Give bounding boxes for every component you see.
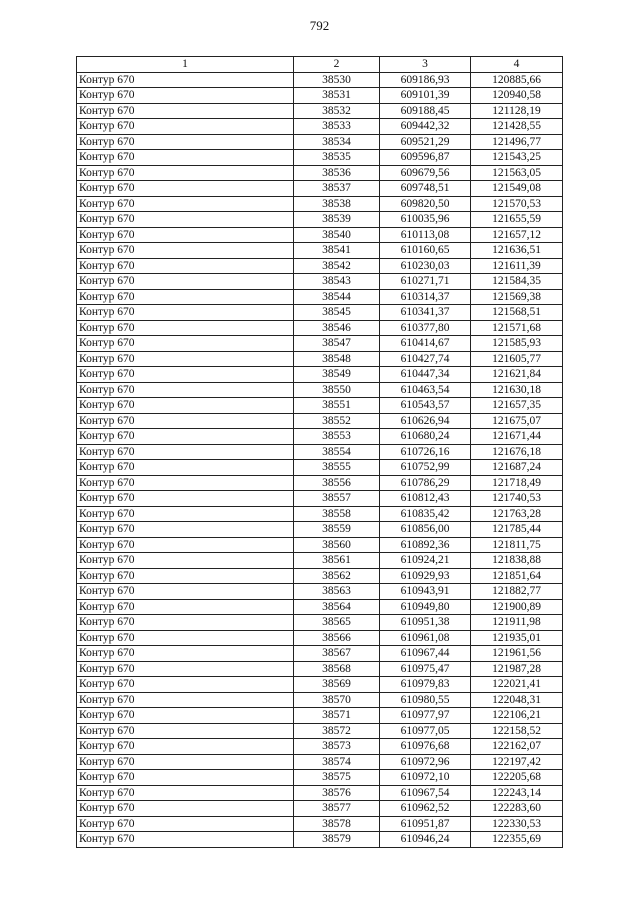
y-coordinate-cell: 122205,68 — [471, 770, 563, 786]
point-number-cell: 38534 — [294, 134, 380, 150]
point-number-cell: 38560 — [294, 537, 380, 553]
point-number-cell: 38530 — [294, 72, 380, 88]
y-coordinate-cell: 121851,64 — [471, 568, 563, 584]
y-coordinate-cell: 121811,75 — [471, 537, 563, 553]
table-row — [77, 258, 563, 274]
point-number-cell: 38540 — [294, 227, 380, 243]
point-number-cell: 38557 — [294, 491, 380, 507]
table-row — [77, 413, 563, 429]
y-coordinate-cell: 121630,18 — [471, 382, 563, 398]
contour-name-cell: Контур 670 — [77, 444, 294, 460]
y-coordinate-cell: 121605,77 — [471, 351, 563, 367]
contour-name-cell: Контур 670 — [77, 770, 294, 786]
table-row — [77, 227, 563, 243]
contour-name-cell: Контур 670 — [77, 119, 294, 135]
y-coordinate-cell: 121563,05 — [471, 165, 563, 181]
table-row — [77, 367, 563, 383]
y-coordinate-cell: 121676,18 — [471, 444, 563, 460]
y-coordinate-cell: 121543,25 — [471, 150, 563, 166]
contour-name-cell: Контур 670 — [77, 150, 294, 166]
contour-name-cell: Контур 670 — [77, 258, 294, 274]
y-coordinate-cell: 121496,77 — [471, 134, 563, 150]
point-number-cell: 38578 — [294, 816, 380, 832]
contour-name-cell: Контур 670 — [77, 692, 294, 708]
x-coordinate-cell: 610680,24 — [380, 429, 471, 445]
contour-name-cell: Контур 670 — [77, 599, 294, 615]
y-coordinate-cell: 121763,28 — [471, 506, 563, 522]
x-coordinate-cell: 610230,03 — [380, 258, 471, 274]
x-coordinate-cell: 610924,21 — [380, 553, 471, 569]
y-coordinate-cell: 122106,21 — [471, 708, 563, 724]
y-coordinate-cell: 121611,39 — [471, 258, 563, 274]
x-coordinate-cell: 610977,97 — [380, 708, 471, 724]
table-row — [77, 134, 563, 150]
table-row — [77, 444, 563, 460]
y-coordinate-cell: 122283,60 — [471, 801, 563, 817]
table-row — [77, 305, 563, 321]
point-number-cell: 38542 — [294, 258, 380, 274]
table-row — [77, 677, 563, 693]
table-row — [77, 382, 563, 398]
contour-name-cell: Контур 670 — [77, 584, 294, 600]
x-coordinate-cell: 610314,37 — [380, 289, 471, 305]
contour-name-cell: Контур 670 — [77, 429, 294, 445]
table-row — [77, 770, 563, 786]
contour-name-cell: Контур 670 — [77, 801, 294, 817]
contour-name-cell: Контур 670 — [77, 460, 294, 476]
point-number-cell: 38556 — [294, 475, 380, 491]
point-number-cell: 38577 — [294, 801, 380, 817]
table-row — [77, 196, 563, 212]
column-header: 1 — [77, 57, 294, 73]
contour-name-cell: Контур 670 — [77, 103, 294, 119]
y-coordinate-cell: 121655,59 — [471, 212, 563, 228]
table-row — [77, 429, 563, 445]
table-row — [77, 723, 563, 739]
y-coordinate-cell: 122158,52 — [471, 723, 563, 739]
point-number-cell: 38568 — [294, 661, 380, 677]
contour-name-cell: Контур 670 — [77, 553, 294, 569]
x-coordinate-cell: 610962,52 — [380, 801, 471, 817]
table-row — [77, 274, 563, 290]
table-row — [77, 165, 563, 181]
y-coordinate-cell: 121882,77 — [471, 584, 563, 600]
point-number-cell: 38535 — [294, 150, 380, 166]
x-coordinate-cell: 610946,24 — [380, 832, 471, 848]
contour-name-cell: Контур 670 — [77, 305, 294, 321]
table-row — [77, 212, 563, 228]
y-coordinate-cell: 122330,53 — [471, 816, 563, 832]
table-row — [77, 289, 563, 305]
y-coordinate-cell: 121428,55 — [471, 119, 563, 135]
contour-name-cell: Контур 670 — [77, 165, 294, 181]
y-coordinate-cell: 121549,08 — [471, 181, 563, 197]
x-coordinate-cell: 610977,05 — [380, 723, 471, 739]
table-row — [77, 816, 563, 832]
x-coordinate-cell: 610341,37 — [380, 305, 471, 321]
contour-name-cell: Контур 670 — [77, 661, 294, 677]
table-row — [77, 103, 563, 119]
y-coordinate-cell: 122021,41 — [471, 677, 563, 693]
point-number-cell: 38576 — [294, 785, 380, 801]
point-number-cell: 38573 — [294, 739, 380, 755]
y-coordinate-cell: 121585,93 — [471, 336, 563, 352]
y-coordinate-cell: 121740,53 — [471, 491, 563, 507]
point-number-cell: 38571 — [294, 708, 380, 724]
contour-name-cell: Контур 670 — [77, 537, 294, 553]
point-number-cell: 38572 — [294, 723, 380, 739]
x-coordinate-cell: 610976,68 — [380, 739, 471, 755]
y-coordinate-cell: 121687,24 — [471, 460, 563, 476]
table-row — [77, 398, 563, 414]
x-coordinate-cell: 610786,29 — [380, 475, 471, 491]
y-coordinate-cell: 122162,07 — [471, 739, 563, 755]
table-row — [77, 72, 563, 88]
contour-name-cell: Контур 670 — [77, 413, 294, 429]
y-coordinate-cell: 121657,12 — [471, 227, 563, 243]
y-coordinate-cell: 121911,98 — [471, 615, 563, 631]
x-coordinate-cell: 609820,50 — [380, 196, 471, 212]
y-coordinate-cell: 121987,28 — [471, 661, 563, 677]
point-number-cell: 38575 — [294, 770, 380, 786]
table-row — [77, 336, 563, 352]
table-row — [77, 708, 563, 724]
x-coordinate-cell: 609521,29 — [380, 134, 471, 150]
point-number-cell: 38564 — [294, 599, 380, 615]
x-coordinate-cell: 610972,10 — [380, 770, 471, 786]
table-row — [77, 243, 563, 259]
table-row — [77, 692, 563, 708]
x-coordinate-cell: 609442,32 — [380, 119, 471, 135]
point-number-cell: 38569 — [294, 677, 380, 693]
point-number-cell: 38552 — [294, 413, 380, 429]
x-coordinate-cell: 610892,36 — [380, 537, 471, 553]
y-coordinate-cell: 121569,38 — [471, 289, 563, 305]
contour-name-cell: Контур 670 — [77, 708, 294, 724]
point-number-cell: 38562 — [294, 568, 380, 584]
x-coordinate-cell: 610271,71 — [380, 274, 471, 290]
point-number-cell: 38549 — [294, 367, 380, 383]
x-coordinate-cell: 610929,93 — [380, 568, 471, 584]
point-number-cell: 38548 — [294, 351, 380, 367]
y-coordinate-cell: 121785,44 — [471, 522, 563, 538]
table-row — [77, 801, 563, 817]
point-number-cell: 38555 — [294, 460, 380, 476]
table-row — [77, 150, 563, 166]
x-coordinate-cell: 609748,51 — [380, 181, 471, 197]
contour-name-cell: Контур 670 — [77, 181, 294, 197]
contour-name-cell: Контур 670 — [77, 630, 294, 646]
point-number-cell: 38559 — [294, 522, 380, 538]
x-coordinate-cell: 610463,54 — [380, 382, 471, 398]
x-coordinate-cell: 609188,45 — [380, 103, 471, 119]
contour-name-cell: Контур 670 — [77, 196, 294, 212]
y-coordinate-cell: 120940,58 — [471, 88, 563, 104]
contour-name-cell: Контур 670 — [77, 754, 294, 770]
point-number-cell: 38539 — [294, 212, 380, 228]
contour-name-cell: Контур 670 — [77, 367, 294, 383]
column-header: 4 — [471, 57, 563, 73]
table-row — [77, 475, 563, 491]
table-row — [77, 351, 563, 367]
table-row — [77, 568, 563, 584]
y-coordinate-cell: 122355,69 — [471, 832, 563, 848]
x-coordinate-cell: 610961,08 — [380, 630, 471, 646]
point-number-cell: 38541 — [294, 243, 380, 259]
y-coordinate-cell: 120885,66 — [471, 72, 563, 88]
table-row — [77, 320, 563, 336]
table-row — [77, 754, 563, 770]
x-coordinate-cell: 609186,93 — [380, 72, 471, 88]
column-header: 2 — [294, 57, 380, 73]
y-coordinate-cell: 121568,51 — [471, 305, 563, 321]
x-coordinate-cell: 610949,80 — [380, 599, 471, 615]
table-row — [77, 630, 563, 646]
x-coordinate-cell: 610543,57 — [380, 398, 471, 414]
contour-name-cell: Контур 670 — [77, 677, 294, 693]
x-coordinate-cell: 610427,74 — [380, 351, 471, 367]
y-coordinate-cell: 121570,53 — [471, 196, 563, 212]
y-coordinate-cell: 122197,42 — [471, 754, 563, 770]
x-coordinate-cell: 610951,87 — [380, 816, 471, 832]
page-number: 792 — [309, 18, 330, 33]
table-row — [77, 506, 563, 522]
x-coordinate-cell: 610377,80 — [380, 320, 471, 336]
contour-name-cell: Контур 670 — [77, 351, 294, 367]
x-coordinate-cell: 610414,67 — [380, 336, 471, 352]
x-coordinate-cell: 610967,44 — [380, 646, 471, 662]
point-number-cell: 38551 — [294, 398, 380, 414]
point-number-cell: 38566 — [294, 630, 380, 646]
table-row — [77, 615, 563, 631]
y-coordinate-cell: 122243,14 — [471, 785, 563, 801]
x-coordinate-cell: 610975,47 — [380, 661, 471, 677]
contour-name-cell: Контур 670 — [77, 475, 294, 491]
x-coordinate-cell: 610726,16 — [380, 444, 471, 460]
y-coordinate-cell: 121621,84 — [471, 367, 563, 383]
point-number-cell: 38538 — [294, 196, 380, 212]
x-coordinate-cell: 610812,43 — [380, 491, 471, 507]
table-row — [77, 584, 563, 600]
point-number-cell: 38574 — [294, 754, 380, 770]
table-row — [77, 646, 563, 662]
x-coordinate-cell: 610835,42 — [380, 506, 471, 522]
y-coordinate-cell: 121900,89 — [471, 599, 563, 615]
table-row — [77, 553, 563, 569]
point-number-cell: 38550 — [294, 382, 380, 398]
point-number-cell: 38533 — [294, 119, 380, 135]
contour-name-cell: Контур 670 — [77, 506, 294, 522]
y-coordinate-cell: 121671,44 — [471, 429, 563, 445]
x-coordinate-cell: 610979,83 — [380, 677, 471, 693]
contour-name-cell: Контур 670 — [77, 227, 294, 243]
x-coordinate-cell: 610035,96 — [380, 212, 471, 228]
point-number-cell: 38554 — [294, 444, 380, 460]
contour-name-cell: Контур 670 — [77, 274, 294, 290]
contour-name-cell: Контур 670 — [77, 785, 294, 801]
table-row — [77, 785, 563, 801]
table-row — [77, 661, 563, 677]
table-row — [77, 832, 563, 848]
contour-name-cell: Контур 670 — [77, 320, 294, 336]
contour-name-cell: Контур 670 — [77, 739, 294, 755]
column-header: 3 — [380, 57, 471, 73]
point-number-cell: 38543 — [294, 274, 380, 290]
contour-name-cell: Контур 670 — [77, 816, 294, 832]
point-number-cell: 38563 — [294, 584, 380, 600]
y-coordinate-cell: 121636,51 — [471, 243, 563, 259]
point-number-cell: 38567 — [294, 646, 380, 662]
table-header-row — [77, 57, 563, 73]
x-coordinate-cell: 610447,34 — [380, 367, 471, 383]
y-coordinate-cell: 121571,68 — [471, 320, 563, 336]
contour-name-cell: Контур 670 — [77, 72, 294, 88]
contour-name-cell: Контур 670 — [77, 646, 294, 662]
y-coordinate-cell: 121935,01 — [471, 630, 563, 646]
point-number-cell: 38544 — [294, 289, 380, 305]
contour-name-cell: Контур 670 — [77, 615, 294, 631]
x-coordinate-cell: 610626,94 — [380, 413, 471, 429]
point-number-cell: 38547 — [294, 336, 380, 352]
contour-name-cell: Контур 670 — [77, 336, 294, 352]
y-coordinate-cell: 121718,49 — [471, 475, 563, 491]
x-coordinate-cell: 610972,96 — [380, 754, 471, 770]
x-coordinate-cell: 610967,54 — [380, 785, 471, 801]
table-row — [77, 522, 563, 538]
point-number-cell: 38553 — [294, 429, 380, 445]
x-coordinate-cell: 610951,38 — [380, 615, 471, 631]
point-number-cell: 38570 — [294, 692, 380, 708]
contour-name-cell: Контур 670 — [77, 382, 294, 398]
point-number-cell: 38558 — [294, 506, 380, 522]
contour-name-cell: Контур 670 — [77, 522, 294, 538]
x-coordinate-cell: 610160,65 — [380, 243, 471, 259]
contour-name-cell: Контур 670 — [77, 289, 294, 305]
contour-name-cell: Контур 670 — [77, 134, 294, 150]
point-number-cell: 38565 — [294, 615, 380, 631]
contour-name-cell: Контур 670 — [77, 491, 294, 507]
table-row — [77, 460, 563, 476]
point-number-cell: 38532 — [294, 103, 380, 119]
point-number-cell: 38579 — [294, 832, 380, 848]
contour-name-cell: Контур 670 — [77, 723, 294, 739]
table-row — [77, 491, 563, 507]
y-coordinate-cell: 121675,07 — [471, 413, 563, 429]
x-coordinate-cell: 610113,08 — [380, 227, 471, 243]
table-row — [77, 599, 563, 615]
x-coordinate-cell: 609679,56 — [380, 165, 471, 181]
table-row — [77, 88, 563, 104]
contour-name-cell: Контур 670 — [77, 568, 294, 584]
point-number-cell: 38561 — [294, 553, 380, 569]
point-number-cell: 38546 — [294, 320, 380, 336]
table-row — [77, 537, 563, 553]
y-coordinate-cell: 121584,35 — [471, 274, 563, 290]
coordinates-table — [76, 56, 563, 848]
x-coordinate-cell: 610980,55 — [380, 692, 471, 708]
point-number-cell: 38545 — [294, 305, 380, 321]
x-coordinate-cell: 609596,87 — [380, 150, 471, 166]
y-coordinate-cell: 122048,31 — [471, 692, 563, 708]
x-coordinate-cell: 610752,99 — [380, 460, 471, 476]
contour-name-cell: Контур 670 — [77, 832, 294, 848]
contour-name-cell: Контур 670 — [77, 398, 294, 414]
contour-name-cell: Контур 670 — [77, 88, 294, 104]
table-body — [77, 72, 563, 847]
point-number-cell: 38536 — [294, 165, 380, 181]
y-coordinate-cell: 121657,35 — [471, 398, 563, 414]
contour-name-cell: Контур 670 — [77, 212, 294, 228]
y-coordinate-cell: 121128,19 — [471, 103, 563, 119]
x-coordinate-cell: 610856,00 — [380, 522, 471, 538]
x-coordinate-cell: 609101,39 — [380, 88, 471, 104]
y-coordinate-cell: 121838,88 — [471, 553, 563, 569]
y-coordinate-cell: 121961,56 — [471, 646, 563, 662]
point-number-cell: 38537 — [294, 181, 380, 197]
contour-name-cell: Контур 670 — [77, 243, 294, 259]
table-row — [77, 181, 563, 197]
point-number-cell: 38531 — [294, 88, 380, 104]
x-coordinate-cell: 610943,91 — [380, 584, 471, 600]
table-row — [77, 739, 563, 755]
table-row — [77, 119, 563, 135]
